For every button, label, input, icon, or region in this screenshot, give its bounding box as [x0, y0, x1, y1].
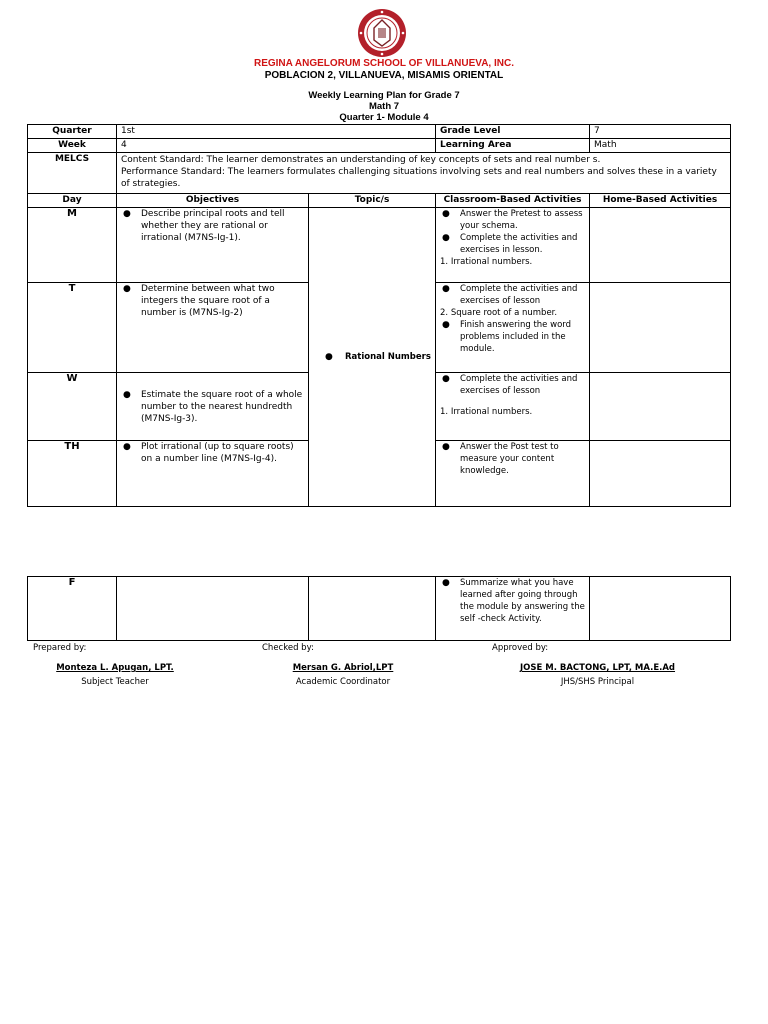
day-m: M [28, 208, 117, 283]
prepared-by-label: Prepared by: [33, 643, 87, 653]
grade-level-label: Grade Level [436, 125, 590, 139]
classroom-m [436, 208, 590, 283]
school-name: REGINA ANGELORUM SCHOOL OF VILLANUEVA, INC. [253, 58, 514, 69]
topic-cell [309, 208, 436, 507]
home-f [590, 577, 731, 641]
content-standard: Content Standard: The learner demonstrates an understanding of key concepts of sets and real number s. [121, 155, 601, 165]
approved-by-name: JOSE M. BACTONG, LPT, MA.E.Ad [519, 663, 676, 673]
day-t: T [28, 283, 117, 373]
classroom-f [436, 577, 590, 641]
column-header-row [28, 194, 731, 208]
objective-th-text: ● Plot irrational (up to square roots) on a number line (M7NS-Ig-4). [121, 441, 304, 465]
checked-by-name: Mersan G. Abriol,LPT [292, 663, 394, 673]
classroom-t [436, 283, 590, 373]
learning-area-value: Math [590, 139, 731, 153]
objective-w [117, 373, 309, 441]
col-home-activities: Home-Based Activities [590, 194, 731, 208]
quarter-label: Quarter [28, 125, 117, 139]
classroom-t-note: 2. Square root of a number. [440, 308, 558, 318]
classroom-f-act1: ● Summarize what you have learned after going through the module by answering the self -check Activity. [440, 577, 585, 625]
objective-t-text: ● Determine between what two integers the square root of a number is (M7NS-Ig-2) [121, 283, 304, 319]
school-seal-logo [356, 8, 408, 58]
topic-rational-numbers: ● Rational Numbers [325, 351, 431, 363]
melcs-label: MELCS [28, 153, 117, 194]
col-day: Day [28, 194, 117, 208]
learning-plan-table [27, 124, 731, 507]
home-th [590, 441, 731, 507]
grade-level-value: 7 [590, 125, 731, 139]
day-th: TH [28, 441, 117, 507]
classroom-t-act2: ● Finish answering the word problems included in the module. [440, 319, 585, 355]
topic-f [309, 577, 436, 641]
performance-standard: Performance Standard: The learners formulates challenging situations involving sets and real numbers and solves these in a variety of strategies. [121, 167, 717, 189]
classroom-w [436, 373, 590, 441]
week-value: 4 [117, 139, 436, 153]
classroom-w-note: 1. Irrational numbers. [440, 407, 533, 417]
classroom-t-act1: ● Complete the activities and exercises of lesson [440, 283, 585, 307]
quarter-module-title: Quarter 1- Module 4 [339, 112, 429, 123]
school-address: POBLACION 2, VILLANUEVA, MISAMIS ORIENTAL [264, 70, 504, 81]
approved-by-label: Approved by: [492, 643, 549, 653]
objective-w-text: ● Estimate the square root of a whole number to the nearest hundredth (M7NS-Ig-3). [121, 389, 304, 425]
checked-by-label: Checked by: [262, 643, 314, 653]
week-label: Week [28, 139, 117, 153]
subject-title: Math 7 [368, 101, 400, 112]
objective-m [117, 208, 309, 283]
classroom-m-act1: ● Answer the Pretest to assess your schema. [440, 208, 585, 232]
col-objectives: Objectives [117, 194, 309, 208]
objective-f [117, 577, 309, 641]
checked-by-role: Academic Coordinator [295, 677, 391, 687]
home-m [590, 208, 731, 283]
classroom-m-note: 1. Irrational numbers. [440, 257, 533, 267]
objective-t [117, 283, 309, 373]
quarter-row [28, 125, 731, 139]
objective-th [117, 441, 309, 507]
prepared-by-name: Monteza L. Apugan, LPT. [56, 663, 174, 673]
classroom-th-act1: ● Answer the Post test to measure your content knowledge. [440, 441, 585, 477]
day-f: F [28, 577, 117, 641]
prepared-by-role: Subject Teacher [81, 677, 149, 687]
objective-m-text: ● Describe principal roots and tell whether they are rational or irrational (M7NS-Ig-1). [121, 208, 304, 244]
home-t [590, 283, 731, 373]
melcs-row [28, 153, 731, 194]
classroom-w-act1: ● Complete the activities and exercises of lesson [440, 373, 585, 397]
melcs-content [117, 153, 731, 194]
learning-area-label: Learning Area [436, 139, 590, 153]
home-w [590, 373, 731, 441]
col-topics: Topic/s [309, 194, 436, 208]
week-row [28, 139, 731, 153]
col-classroom-activities: Classroom-Based Activities [436, 194, 590, 208]
quarter-value: 1st [117, 125, 436, 139]
table-row-f [28, 577, 731, 641]
approved-by-role: JHS/SHS Principal [560, 677, 635, 687]
table-row-m [28, 208, 731, 283]
classroom-th [436, 441, 590, 507]
learning-plan-table-friday [27, 576, 731, 641]
plan-title: Weekly Learning Plan for Grade 7 [308, 90, 460, 101]
classroom-m-act2: ● Complete the activities and exercises in lesson. [440, 232, 585, 256]
day-w: W [28, 373, 117, 441]
